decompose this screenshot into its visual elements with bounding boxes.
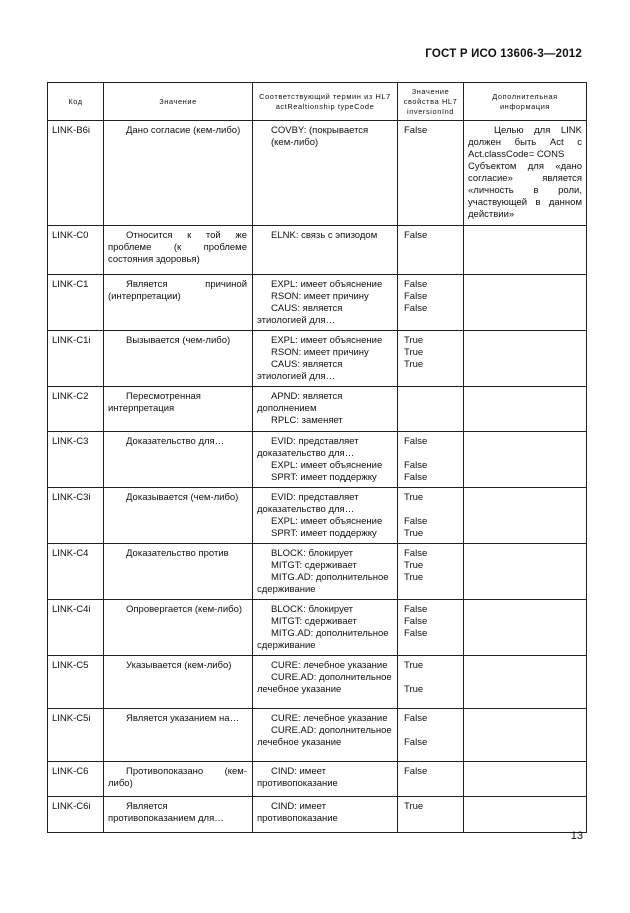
row-info: [464, 331, 587, 387]
table-row: [48, 797, 587, 833]
row-value: Является противопоказанием для…: [104, 797, 253, 833]
term-line: EVID: представляет доказательство для…: [257, 436, 359, 459]
inversion-value: False: [404, 472, 428, 483]
inversion-value: False: [404, 713, 428, 724]
term-line: RSON: имеет причину: [271, 347, 369, 358]
term-line: EVID: представляет доказательство для…: [257, 492, 359, 515]
row-code: LINK-C5: [48, 656, 104, 709]
row-code: LINK-C1i: [48, 331, 104, 387]
inversion-value: False: [404, 460, 428, 471]
row-value: Является указанием на…: [104, 709, 253, 762]
term-line: RPLC: заменяет: [271, 415, 343, 426]
row-inversion: [398, 600, 464, 656]
inversion-value: False: [404, 291, 428, 302]
row-inversion: [398, 762, 464, 797]
row-code: LINK-C6i: [48, 797, 104, 833]
term-line: EXPL: имеет объяснение: [271, 279, 383, 290]
term-line: EXPL: имеет объяснение: [271, 460, 383, 471]
row-info: [464, 544, 587, 600]
inversion-value: True: [404, 560, 424, 571]
page-number: 13: [570, 830, 583, 842]
term-line: CAUS: является этиологией для…: [257, 303, 343, 326]
row-term: [253, 331, 398, 387]
column-header-code: Код: [48, 83, 104, 121]
term-line: CIND: имеет противопоказание: [257, 801, 338, 824]
inversion-value: [404, 448, 459, 460]
inversion-value: False: [404, 436, 428, 447]
row-value: Доказывается (чем-либо): [104, 488, 253, 544]
row-inversion: [398, 544, 464, 600]
row-code: LINK-C1: [48, 275, 104, 331]
column-header-term: Соответствующий термин из HL7 actRealtionship typeCode: [253, 83, 398, 121]
row-term: [253, 226, 398, 275]
row-inversion: [398, 121, 464, 226]
inversion-value: True: [404, 359, 424, 370]
term-line: ELNK: связь с эпизодом: [271, 230, 378, 241]
inversion-value: False: [404, 516, 428, 527]
table-row: [48, 387, 587, 432]
inversion-value: [404, 504, 459, 516]
row-info: [464, 797, 587, 833]
table-row: [48, 488, 587, 544]
inversion-value: True: [404, 572, 424, 583]
inversion-value: [404, 672, 459, 684]
inversion-value: False: [404, 125, 428, 136]
row-info: [464, 275, 587, 331]
table-row: [48, 656, 587, 709]
table-row: [48, 600, 587, 656]
term-line: (кем-либо): [271, 137, 319, 148]
inversion-value: False: [404, 303, 428, 314]
inversion-value: True: [404, 335, 424, 346]
column-header-inversion: Значение свойства HL7 inversionInd: [398, 83, 464, 121]
row-info: [464, 762, 587, 797]
inversion-value: True: [404, 492, 424, 503]
term-line: EXPL: имеет объяснение: [271, 335, 383, 346]
row-value: Является причиной (интерпретации): [104, 275, 253, 331]
row-info: [464, 488, 587, 544]
inversion-value: False: [404, 604, 428, 615]
inversion-value: False: [404, 616, 428, 627]
row-code: LINK-C2: [48, 387, 104, 432]
row-value: Доказательство для…: [104, 432, 253, 488]
row-code: LINK-C0: [48, 226, 104, 275]
column-header-value: Значение: [104, 83, 253, 121]
term-line: COVBY: (покрывается: [271, 125, 369, 136]
row-inversion: [398, 432, 464, 488]
term-line: BLOCK: блокирует: [271, 548, 354, 559]
row-term: [253, 656, 398, 709]
info-paragraph: Целью для LINK должен быть Act с Act.classCode= CONS: [468, 125, 582, 160]
row-inversion: [398, 275, 464, 331]
row-inversion: [398, 709, 464, 762]
row-info: [464, 600, 587, 656]
term-line: CURE: лечебное указание: [271, 713, 388, 724]
table-row: [48, 432, 587, 488]
row-term: [253, 544, 398, 600]
info-paragraph: Субъектом для «дано согласие» является «личность в роли, участвующей в данном действии»: [468, 161, 582, 220]
table-row: [48, 762, 587, 797]
inversion-value: True: [404, 347, 424, 358]
link-types-table: [47, 82, 587, 833]
row-info: [464, 387, 587, 432]
row-value: Противопоказано (кем-либо): [104, 762, 253, 797]
row-value: Указывается (кем-либо): [104, 656, 253, 709]
row-info: [464, 121, 587, 226]
row-inversion: [398, 797, 464, 833]
term-line: MITGT: сдерживает: [271, 616, 357, 627]
inversion-value: True: [404, 528, 424, 539]
term-line: MITG.AD: дополнительное сдерживание: [257, 572, 389, 595]
inversion-value: [404, 725, 459, 737]
term-line: EXPL: имеет объяснение: [271, 516, 383, 527]
term-line: MITG.AD: дополнительное сдерживание: [257, 628, 389, 651]
inversion-value: True: [404, 684, 424, 695]
row-inversion: [398, 331, 464, 387]
row-value: Относится к той же проблеме (к проблеме состояния здоровья): [104, 226, 253, 275]
row-code: LINK-C6: [48, 762, 104, 797]
term-line: RSON: имеет причину: [271, 291, 369, 302]
row-info: [464, 226, 587, 275]
inversion-value: True: [404, 660, 424, 671]
row-value: Опровергается (кем-либо): [104, 600, 253, 656]
term-line: MITGT: сдерживает: [271, 560, 357, 571]
row-term: [253, 600, 398, 656]
standard-header: ГОСТ Р ИСО 13606-3—2012: [425, 48, 582, 60]
row-value: Вызывается (чем-либо): [104, 331, 253, 387]
row-info: [464, 432, 587, 488]
row-value: Пересмотренная интерпретация: [104, 387, 253, 432]
row-term: [253, 762, 398, 797]
term-line: SPRT: имеет поддержку: [271, 528, 377, 539]
table-header-row: [48, 83, 587, 121]
term-line: CURE.AD: дополнительное лечебное указание: [257, 672, 392, 695]
row-code: LINK-C4: [48, 544, 104, 600]
term-line: CURE: лечебное указание: [271, 660, 388, 671]
inversion-value: False: [404, 628, 428, 639]
row-info: [464, 656, 587, 709]
column-header-info: Дополнительная информация: [464, 83, 587, 121]
term-line: SPRT: имеет поддержку: [271, 472, 377, 483]
row-inversion: [398, 656, 464, 709]
row-info: [464, 709, 587, 762]
row-term: [253, 121, 398, 226]
row-value: Дано согласие (кем-либо): [104, 121, 253, 226]
row-code: LINK-B6i: [48, 121, 104, 226]
table-row: [48, 709, 587, 762]
inversion-value: False: [404, 766, 428, 777]
inversion-value: False: [404, 548, 428, 559]
inversion-value: False: [404, 737, 428, 748]
row-code: LINK-C3i: [48, 488, 104, 544]
table-row: [48, 275, 587, 331]
inversion-value: False: [404, 230, 428, 241]
row-term: [253, 387, 398, 432]
row-term: [253, 709, 398, 762]
term-line: CIND: имеет противопоказание: [257, 766, 338, 789]
row-code: LINK-C4i: [48, 600, 104, 656]
term-line: BLOCK: блокирует: [271, 604, 354, 615]
term-line: CURE.AD: дополнительное лечебное указание: [257, 725, 392, 748]
table-row: [48, 121, 587, 226]
row-inversion: [398, 387, 464, 432]
row-code: LINK-C5i: [48, 709, 104, 762]
row-code: LINK-C3: [48, 432, 104, 488]
row-term: [253, 275, 398, 331]
term-line: APND: является дополнением: [257, 391, 343, 414]
row-inversion: [398, 226, 464, 275]
inversion-value: False: [404, 279, 428, 290]
table-row: [48, 331, 587, 387]
row-value: Доказательство против: [104, 544, 253, 600]
row-term: [253, 488, 398, 544]
row-inversion: [398, 488, 464, 544]
inversion-value: True: [404, 801, 424, 812]
term-line: CAUS: является этиологией для…: [257, 359, 343, 382]
row-term: [253, 432, 398, 488]
table-row: [48, 544, 587, 600]
table-row: [48, 226, 587, 275]
row-term: [253, 797, 398, 833]
